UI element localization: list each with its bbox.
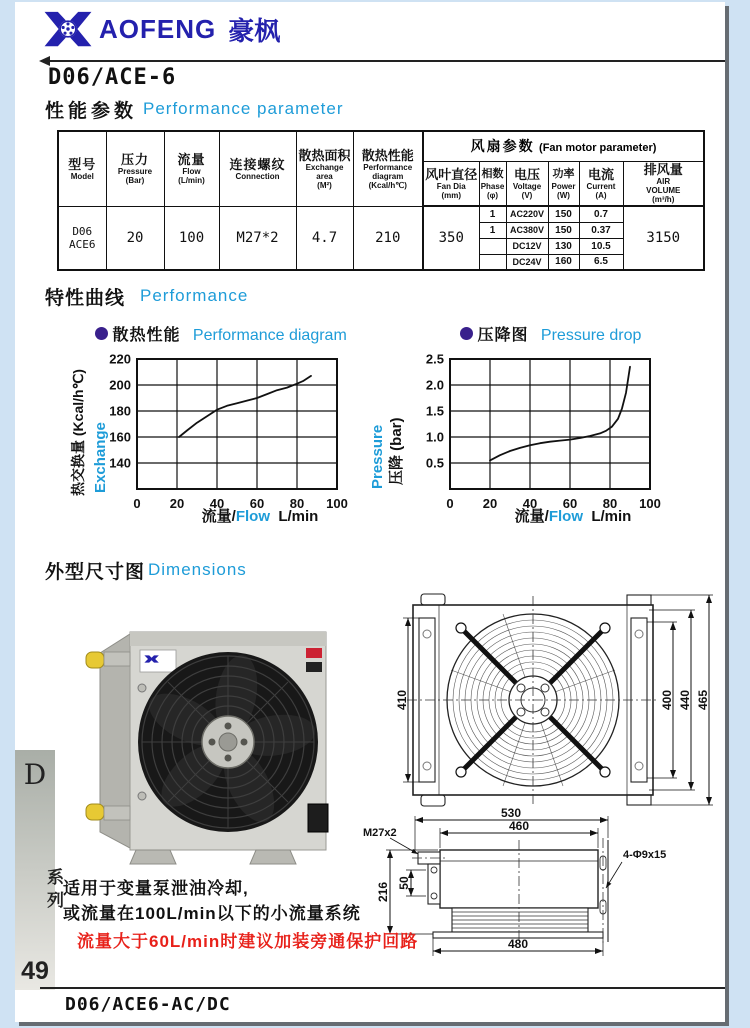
cell-air-volume: 3150 (623, 206, 704, 270)
cell-voltage-0: AC220V (506, 206, 548, 222)
pressure-chart (410, 350, 668, 522)
perf-diagram-subtitle: 散热性能 Performance diagram (95, 322, 347, 345)
col-connection: 连接螺纹 Connection (219, 131, 296, 206)
svg-text:160: 160 (109, 429, 131, 445)
cell-voltage-3: DC24V (506, 254, 548, 270)
col-flow: 流量 Flow (L/min) (164, 131, 219, 206)
svg-text:20: 20 (482, 496, 498, 511)
svg-text:80: 80 (602, 496, 618, 511)
svg-text:40: 40 (522, 496, 538, 511)
cell-power-3: 160 (548, 254, 579, 270)
footer-model: D06/ACE6-AC/DC (65, 994, 231, 1015)
catalog-page (15, 2, 725, 1022)
section-dims-en: Dimensions (148, 560, 247, 579)
dim-400: 400 (660, 689, 674, 711)
brand-name-cn: 豪枫 (228, 15, 281, 46)
svg-text:60: 60 (249, 496, 265, 511)
brand-logo (43, 6, 280, 52)
cell-voltage-2: DC12V (506, 238, 548, 254)
svg-text:1.0: 1.0 (425, 429, 444, 445)
col-area: 散热面积 Exchange area (M²) (296, 131, 353, 206)
col-phase: 相数 Phase (φ) (479, 161, 506, 206)
fan-logo-icon (43, 6, 93, 52)
note-line2: 或流量在100L/min以下的小流量系统 (63, 904, 361, 923)
cell-power-0: 150 (548, 206, 579, 222)
dim-465: 465 (696, 689, 710, 711)
svg-text:20: 20 (169, 496, 185, 511)
pressure-ylabel-en: Pressure (369, 424, 386, 489)
cell-phase-1: 1 (479, 222, 506, 238)
series-letter: D (23, 758, 47, 791)
cell-flow: 100 (164, 206, 219, 270)
dim-216: 216 (376, 881, 390, 903)
svg-text:180: 180 (109, 403, 131, 419)
svg-text:0.5: 0.5 (425, 455, 444, 471)
svg-text:0: 0 (133, 496, 141, 511)
header-rule (48, 60, 725, 62)
svg-text:1.5: 1.5 (425, 403, 444, 419)
fan-group-header: 风扇参数 (Fan motor parameter) (423, 131, 704, 161)
col-current: 电流 Current (A) (579, 161, 623, 206)
exchange-chart (97, 350, 355, 522)
section-perf-param-cn: 性能参数 (45, 101, 138, 122)
bullet-icon (95, 327, 108, 340)
series-label: 系列 (44, 868, 63, 914)
svg-text:140: 140 (109, 455, 131, 471)
cell-voltage-1: AC380V (506, 222, 548, 238)
cell-pressure: 20 (106, 206, 164, 270)
svg-text:2.5: 2.5 (425, 351, 444, 367)
svg-text:200: 200 (109, 377, 131, 393)
product-photo (70, 608, 360, 876)
svg-text:100: 100 (639, 496, 661, 511)
col-pressure: 压力 Pressure (Bar) (106, 131, 164, 206)
cell-connection: M27*2 (219, 206, 296, 270)
spec-table (57, 130, 705, 271)
cell-perf: 210 (353, 206, 423, 270)
cell-power-2: 130 (548, 238, 579, 254)
dim-holes: 4-Φ9x15 (623, 849, 667, 861)
dim-50: 50 (397, 876, 411, 890)
table-row (58, 206, 704, 222)
cell-power-1: 150 (548, 222, 579, 238)
page-title: D06/ACE-6 (48, 65, 177, 90)
svg-text:40: 40 (209, 496, 225, 511)
col-fan-dia: 风叶直径 Fan Dia (mm) (423, 161, 479, 206)
cell-phase-3 (479, 254, 506, 270)
exchange-ylabel-en: Exchange (92, 422, 109, 493)
exchange-ylabel-cn: 热交换量 (Kcal/h℃) (70, 369, 86, 496)
cell-phase-0: 1 (479, 206, 506, 222)
brand-name: AOFENG (99, 13, 217, 44)
cell-current-2: 10.5 (579, 238, 623, 254)
cell-area: 4.7 (296, 206, 353, 270)
svg-text:60: 60 (562, 496, 578, 511)
bullet-icon (460, 327, 473, 340)
dim-thread: M27x2 (363, 827, 397, 839)
cell-model: D06 ACE6 (58, 206, 106, 270)
svg-text:2.0: 2.0 (425, 377, 444, 393)
section-curve-en: Performance (140, 286, 249, 305)
cell-current-3: 6.5 (579, 254, 623, 270)
svg-text:220: 220 (109, 351, 131, 367)
front-view-drawing (393, 590, 715, 822)
svg-text:100: 100 (326, 496, 348, 511)
footer-rule (40, 987, 725, 989)
page-number: 49 (21, 957, 49, 985)
section-perf-param-en: Performance parameter (143, 99, 344, 118)
svg-text:0: 0 (446, 496, 454, 511)
pressure-ylabel-cn: 压降 (bar) (388, 417, 405, 485)
note-line1: 适用于变量泵泄油冷却, (63, 879, 249, 898)
cell-current-0: 0.7 (579, 206, 623, 222)
col-perf: 散热性能 Performance diagram (Kcal/h℃) (353, 131, 423, 206)
col-model: 型号 Model (58, 131, 106, 206)
cell-current-1: 0.37 (579, 222, 623, 238)
pressure-xlabel: 流量/Flow L/min (514, 508, 632, 525)
col-power: 功率 Power (W) (548, 161, 579, 206)
series-tab (15, 750, 63, 990)
warning-note: 流量大于60L/min时建议加装旁通保护回路 (77, 932, 419, 951)
cell-fan-dia: 350 (423, 206, 479, 270)
dim-530: 530 (500, 808, 522, 820)
svg-text:80: 80 (289, 496, 305, 511)
exchange-xlabel: 流量/Flow L/min (201, 508, 319, 525)
dim-410: 410 (395, 689, 409, 711)
col-air-volume: 排风量 AIR VOLUME (m³/h) (623, 161, 704, 206)
cell-phase-2 (479, 238, 506, 254)
dim-440: 440 (678, 689, 692, 711)
col-voltage: 电压 Voltage (V) (506, 161, 548, 206)
section-curve-cn: 特性曲线 (45, 288, 126, 309)
pressure-drop-subtitle: 压降图 Pressure drop (460, 322, 641, 345)
dim-460: 460 (508, 819, 530, 833)
dim-480: 480 (507, 937, 529, 951)
section-dims-cn: 外型尺寸图 (45, 562, 146, 583)
